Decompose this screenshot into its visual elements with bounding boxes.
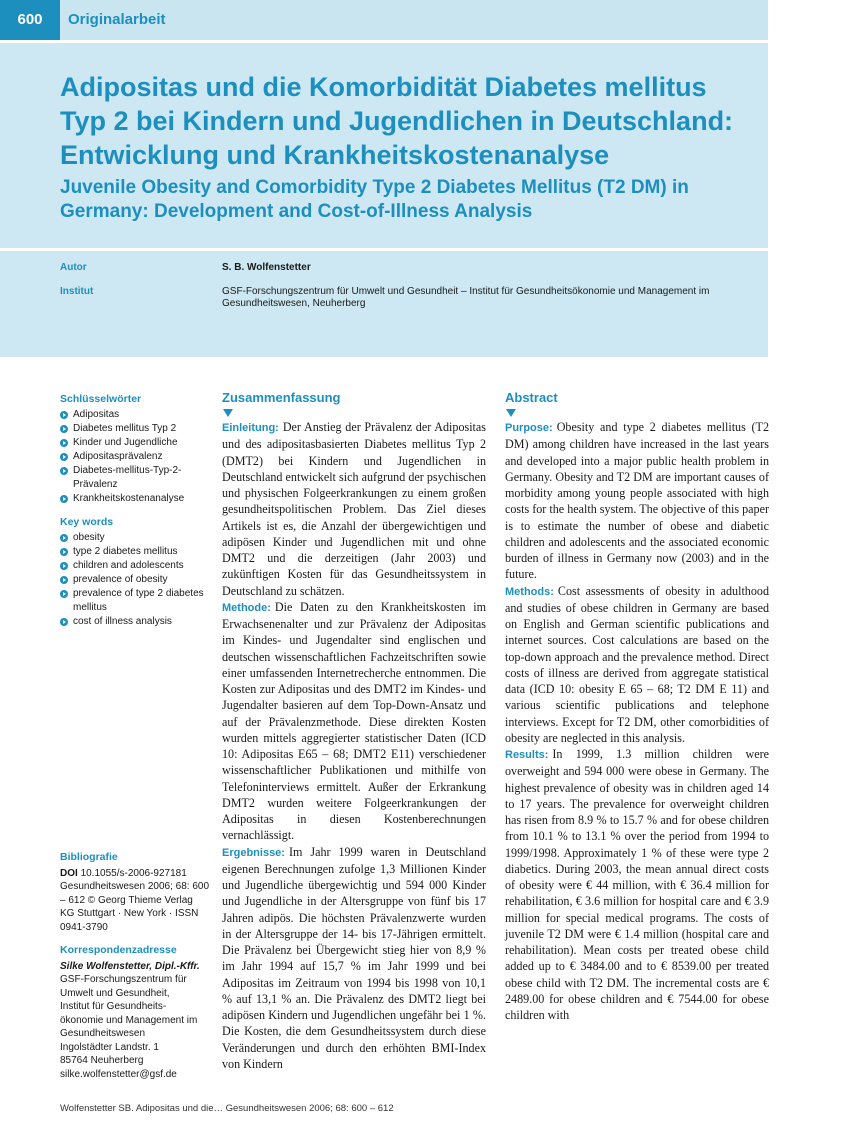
methods-label: Methode: <box>222 601 271 614</box>
methods-label: Methods: <box>505 585 554 598</box>
abstract-text <box>505 419 769 1023</box>
keywords-en-title: Key words <box>60 516 114 528</box>
keywords-de-title: Schlüsselwörter <box>60 393 142 405</box>
correspondence-title: Korrespondenzadresse <box>60 944 177 956</box>
intro-label: Einleitung: <box>222 422 279 434</box>
bibliography-title: Bibliografie <box>60 851 118 863</box>
address-line: Umwelt und Gesundheit, <box>60 987 170 999</box>
results-label: Results: <box>505 749 549 761</box>
author-label: Autor <box>60 262 87 273</box>
bibliography <box>60 851 210 934</box>
abstract-heading: Abstract <box>505 390 558 405</box>
keyword-item: Kinder und Jugendliche <box>60 436 210 450</box>
email-link[interactable]: silke.wolfenstetter@gsf.de <box>60 1068 177 1080</box>
correspondence-name: Silke Wolfenstetter, Dipl.-Kffr. <box>60 960 200 972</box>
results-label: Ergebnisse: <box>222 846 285 859</box>
keyword-item: prevalence of type 2 diabetes mellitus <box>60 587 210 615</box>
results-text: Im Jahr 1999 waren in Deutschland eigenen Berechnungen zufolge 1,3 Millionen Kinder und Jugendliche übergewichtig und 594 000 Kinder und Jugendliche in der Altersgruppe von fünf bis 17 Jahren adipös. Die höchsten Prävalenzwerte wurden in der Altersgruppe der 14- bis 17-Jährigen ermittelt. Die Prävalenz bei Übergewicht stieg hier von 8,9 % im Jahr 1994 auf 15,7 % im Jahr 1999 und bei Adipositas im Zeitraum von 1994 bis 1998 von 10,1 % auf 13,1 % an. Die Prävalenz des DMT2 liegt bei adipösen Kindern und Jugendlichen ungefähr bei 1 %. Die Kosten, die dem Gesundheitssystem durch diese Veränderungen und durch den erhöhten BMI-Index von Kindern <box>222 844 486 1071</box>
address-line: 85764 Neuherberg <box>60 1055 144 1066</box>
section-label: Originalarbeit <box>68 11 166 28</box>
page-number: 600 <box>0 0 60 40</box>
keyword-item: type 2 diabetes mellitus <box>60 545 210 559</box>
purpose-label: Purpose: <box>505 422 553 434</box>
keywords-de <box>60 392 210 506</box>
address-line: ökonomie und Management im <box>60 1014 198 1026</box>
keyword-item: cost of illness analysis <box>60 615 210 629</box>
running-header <box>0 0 768 40</box>
abstract-english <box>505 390 769 1023</box>
address-line: GSF-Forschungszentrum für <box>60 974 187 985</box>
correspondence <box>60 944 210 1081</box>
address-line: Ingolstädter Landstr. 1 <box>60 1041 159 1053</box>
summary-german <box>222 390 486 1072</box>
title-english: Juvenile Obesity and Comorbidity Type 2 Diabetes Mellitus (T2 DM) in Germany: Development and Cost-of-Illness Analysis <box>60 177 689 222</box>
keywords-en-list <box>60 531 210 629</box>
keyword-item: Adipositasprävalenz <box>60 450 210 464</box>
author-block <box>0 251 768 357</box>
intro-text: Der Anstieg der Prävalenz der Adipositas und des adipositasbasierten Diabetes mellitus Typ 2 (DMT2) bei Kindern und Jugendlichen in Deutschland entwickelt sich aufgrund der psychischen und physischen Folgeerkrankungen zu einem großen gesundheitspolitischen Problem. Das Ziel dieses Artikels ist es, die Anzahl der übergewichtigen und adipösen Kinder und Jugendlichen mit und ohne DMT2 und die derzeitigen (Jahr 2003) und zukünftigen Kosten für das Gesundheitssystem in Deutschland zu schätzen. <box>222 420 486 598</box>
keyword-item: children and adolescents <box>60 559 210 573</box>
methods-text: Cost assessments of obesity in adulthood and studies of obese children in Germany are based on English and German scientific publications and internet sources. Cost calculations are based on the top-down approach and the prevalence method. Direct costs of illness are derived from aggregate statistical data (ICD 10: obesity E 65 – 68; T2 DM E 11) and various scientific publications and telephone interviews. Except for T2 DM, other comorbidities of obesity are neglected in this analysis. <box>505 583 769 745</box>
keywords-de-list <box>60 408 210 506</box>
institute-label: Institut <box>60 286 94 297</box>
footer-citation: Wolfenstetter SB. Adipositas und die… Gesundheitswesen 2006; 68: 600 – 612 <box>60 1103 394 1114</box>
address-line: Gesundheitswesen <box>60 1028 146 1039</box>
purpose-text: Obesity and type 2 diabetes mellitus (T2 DM) among children have increased in the last years and developed into a major public health problem in Germany. Obesity and T2 DM are important causes of morbidity among young people associated with high costs for the health system. The objective of this paper is to estimate the number of obese and diabetic children and adolescents and the associated economic burden of illness in Germany now (2003) and in the future. <box>505 420 769 582</box>
doi-label: DOI <box>60 867 78 879</box>
institute-text: GSF-Forschungszentrum für Umwelt und Gesundheit – Institut für Gesundheitsökonomie und Management im Gesundheitswesen, Neuherberg <box>222 286 710 309</box>
keyword-item: Krankheitskostenanalyse <box>60 492 210 506</box>
address-line: Institut für Gesundheits- <box>60 1001 167 1012</box>
doi-value: 10.1055/s-2006-927181 <box>80 867 187 879</box>
methods-text: Die Daten zu den Krankheitskosten im Erwachsenenalter und zur Prävalenz der Adipositas im Kindes- und Jugendalter sind englischen und deutschen wissenschaftlichen Fachzeitschriften sowie einer umfassenden Internetrecherche entnommen. Die Kosten zur Adipositas und des DMT2 im Kindes- und Jugendalter basieren auf dem Top-Down-Ansatz und auf der Prävalenzmethode. Diese direkten Kosten wurden mittels aggregierter statistischer Daten (ICD 10: Adipositas E65 – 68; DMT2 E11) verschiedener wissenschaftlicher Publikationen und mithilfe von Telefoninterviews ermittelt. Außer der Erkrankung DMT2 wurden weitere Folgeerkrankungen der Adipositas in diesen Kostenberechnungen vernachlässigt. <box>222 599 486 843</box>
summary-heading: Zusammenfassung <box>222 390 341 405</box>
keyword-item: Adipositas <box>60 408 210 422</box>
author-name: S. B. Wolfenstetter <box>222 262 311 273</box>
citation-text: Gesundheitswesen 2006; 68: 600 – 612 © Georg Thieme Verlag KG Stuttgart · New York · ISSN 0941-3790 <box>60 881 209 933</box>
triangle-down-icon <box>223 409 233 417</box>
keywords-en <box>60 515 210 629</box>
results-text: In 1999, 1.3 million children were overweight and 594 000 were obese in Germany. The highest prevalence of obesity was in children aged 14 to 17 years. The prevalence for overweight children has risen from 8.9 % to 15.7 % and for obese children from 10.1 % to 13.1 % over the period from 1994 to 1999/1998. Approximately 1 % of these were type 2 diabetics. During 2003, the mean annual direct costs of obesity were € 44 million, with € 36.4 million for rehabilitation, € 3.6 million for hospital care and € 3.9 million for special medical programs. The costs of juvenile T2 DM were € 1.4 million (hospital care and rehabilitation). Mean costs per treated obese child added up to € 3484.00 and to € 8539.00 per treated obese child with T2 DM. The incremental costs are € 2489.00 for obese children and € 7544.00 for obese children with <box>505 747 769 1022</box>
keyword-item: prevalence of obesity <box>60 573 210 587</box>
keyword-item: obesity <box>60 531 210 545</box>
keyword-item: Diabetes mellitus Typ 2 <box>60 422 210 436</box>
summary-text <box>222 419 486 1072</box>
keyword-item: Diabetes-mellitus-Typ-2-Prävalenz <box>60 464 210 492</box>
title-german: Adipositas und die Komorbidität Diabetes mellitus Typ 2 bei Kindern und Jugendlichen in Deutschland: Entwicklung und Krankheitskostenanalyse <box>60 72 734 170</box>
triangle-down-icon <box>506 409 516 417</box>
